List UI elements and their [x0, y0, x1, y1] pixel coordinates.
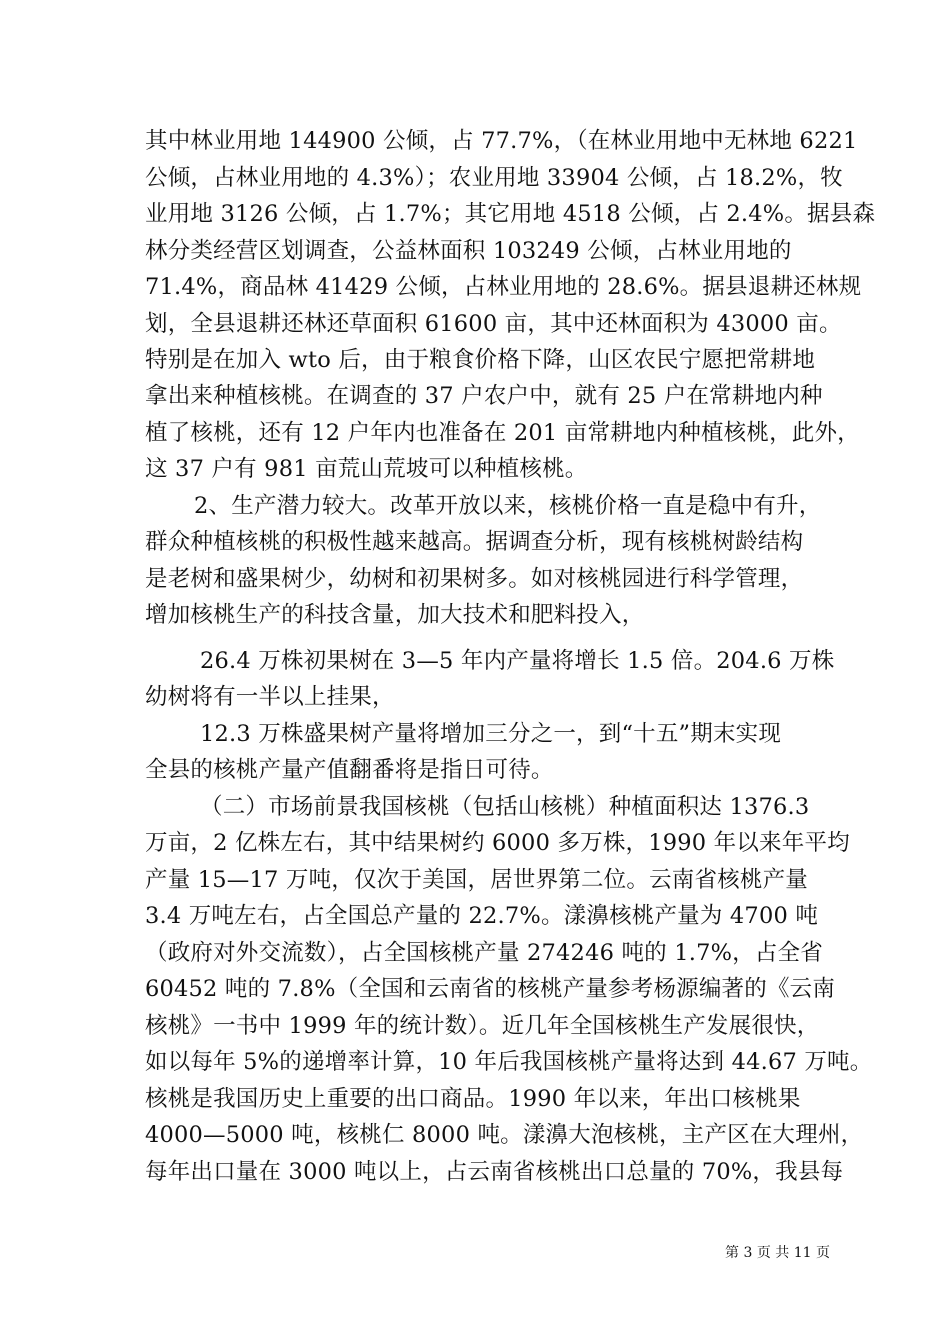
text-line-29: 每年出口量在 3000 吨以上，占云南省核桃出口总量的 70%，我县每	[145, 1159, 844, 1185]
text-line-8: 拿出来种植核桃。在调查的 37 户农户中，就有 25 户在常耕地内种	[145, 383, 823, 409]
text-line-10: 这 37 户有 981 亩荒山荒坡可以种植核桃。	[145, 456, 588, 482]
text-line-27: 核桃是我国历史上重要的出口商品。1990 年以来，年出口核桃果	[145, 1086, 801, 1112]
text-line-14: 增加核桃生产的科技含量，加大技术和肥料投入，	[145, 602, 645, 628]
text-line-25: 核桃》一书中 1999 年的统计数）。近几年全国核桃生产发展很快，	[145, 1013, 820, 1039]
text-line-16: 幼树将有一半以上挂果，	[145, 684, 395, 710]
text-line-13: 是老树和盛果树少，幼树和初果树多。如对核桃园进行科学管理，	[145, 566, 804, 592]
text-line-6: 划，全县退耕还林还草面积 61600 亩，其中还林面积为 43000 亩。	[145, 311, 842, 337]
text-line-7: 特别是在加入 wto 后，由于粮食价格下降，山区农民宁愿把常耕地	[145, 347, 816, 373]
text-line-21: 产量 15—17 万吨，仅次于美国，居世界第二位。云南省核桃产量	[145, 867, 808, 893]
text-line-18: 全县的核桃产量产值翻番将是指日可待。	[145, 757, 554, 783]
text-line-3: 业用地 3126 公倾，占 1.7%；其它用地 4518 公倾，占 2.4%。据县森	[145, 201, 876, 227]
text-line-4: 林分类经营区划调查，公益林面积 103249 公倾，占林业用地的	[145, 238, 792, 264]
text-line-22: 3.4 万吨左右，占全国总产量的 22.7%。漾濞核桃产量为 4700 吨	[145, 903, 819, 929]
text-line-15: 26.4 万株初果树在 3—5 年内产量将增长 1.5 倍。204.6 万株	[200, 648, 835, 674]
text-line-26: 如以每年 5%的递增率计算，10 年后我国核桃产量将达到 44.67 万吨。	[145, 1049, 873, 1075]
text-line-12: 群众种植核桃的积极性越来越高。据调查分析，现有核桃树龄结构	[145, 529, 804, 555]
text-line-5: 71.4%，商品林 41429 公倾，占林业用地的 28.6%。据县退耕还林规	[145, 274, 862, 300]
page-footer: 第 3 页 共 11 页	[725, 1245, 830, 1261]
text-line-2: 公倾，占林业用地的 4.3%）；农业用地 33904 公倾，占 18.2%，牧	[145, 165, 843, 191]
text-line-23: （政府对外交流数），占全国核桃产量 274246 吨的 1.7%，占全省	[145, 940, 823, 966]
text-line-17: 12.3 万株盛果树产量将增加三分之一，到“十五”期末实现	[200, 721, 782, 747]
text-line-20: 万亩，2 亿株左右，其中结果树约 6000 多万株，1990 年以来年平均	[145, 830, 850, 856]
text-line-1: 其中林业用地 144900 公倾，占 77.7%，（在林业用地中无林地 6221	[145, 128, 858, 154]
text-line-28: 4000—5000 吨，核桃仁 8000 吨。漾濞大泡核桃，主产区在大理州，	[145, 1122, 864, 1148]
text-line-9: 植了核桃，还有 12 户年内也准备在 201 亩常耕地内种植核桃，此外，	[145, 420, 860, 446]
text-line-24: 60452 吨的 7.8%（全国和云南省的核桃产量参考杨源编著的《云南	[145, 976, 836, 1002]
text-line-19: （二）市场前景我国核桃（包括山核桃）种植面积达 1376.3	[200, 794, 810, 820]
text-line-11: 2、生产潜力较大。改革开放以来，核桃价格一直是稳中有升，	[194, 493, 822, 519]
